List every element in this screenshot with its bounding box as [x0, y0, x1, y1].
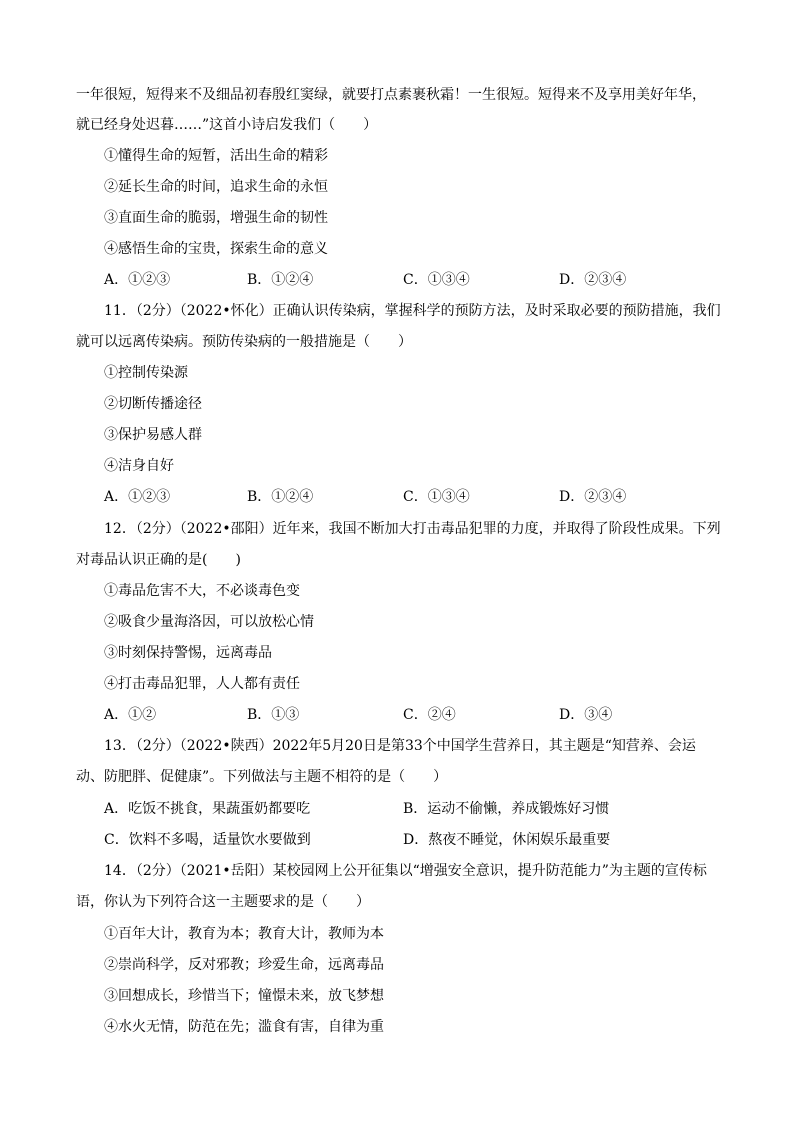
q11-item-2: ②切断传播途径	[104, 396, 202, 412]
q13-option-b[interactable]: B．运动不偷懒，养成锻炼好习惯	[403, 801, 610, 817]
q12-item-3: ③时刻保持警惕，远离毒品	[104, 645, 272, 661]
q12-item-4: ④打击毒品犯罪，人人都有责任	[104, 676, 300, 692]
q11-option-a[interactable]: A．①②③	[104, 489, 171, 505]
q10-item-2: ②延长生命的时间，追求生命的永恒	[104, 179, 328, 195]
q14-item-4: ④水火无情，防范在先；滥食有害，自律为重	[104, 1019, 384, 1035]
q13-option-a[interactable]: A．吃饭不挑食，果蔬蛋奶都要吃	[104, 801, 311, 817]
q12-item-2: ②吸食少量海洛因，可以放松心情	[104, 614, 314, 630]
q11-option-d[interactable]: D．②③④	[559, 489, 627, 505]
q10-item-3: ③直面生命的脆弱，增强生命的韧性	[104, 210, 328, 226]
q10-item-1: ①懂得生命的短暂，活出生命的精彩	[104, 148, 328, 164]
q13-option-d[interactable]: D．熬夜不睡觉，休闲娱乐最重要	[403, 832, 611, 848]
q13-stem-line2: 动、防肥胖、促健康”。下列做法与主题不相符的是（ ）	[76, 769, 448, 785]
q11-stem-line2: 就可以远离传染病。预防传染病的一般措施是（ ）	[76, 334, 412, 350]
q10-option-c[interactable]: C．①③④	[403, 272, 470, 288]
q12-stem-line1: 12．（2分）（2022•邵阳）近年来，我国不断加大打击毒品犯罪的力度，并取得了阶段性成果。下列	[104, 521, 721, 537]
q12-item-1: ①毒品危害不大，不必谈毒色变	[104, 583, 300, 599]
q12-option-b[interactable]: B．①③	[247, 707, 300, 723]
q12-option-c[interactable]: C．②④	[403, 707, 456, 723]
q11-stem-line1: 11．（2分）（2022•怀化）正确认识传染病，掌握科学的预防方法，及时采取必要的预防措施，我们	[104, 303, 721, 319]
q12-option-a[interactable]: A．①②	[104, 707, 157, 723]
q13-option-c[interactable]: C．饮料不多喝，适量饮水要做到	[104, 832, 311, 848]
q11-item-1: ①控制传染源	[104, 365, 188, 381]
q12-option-d[interactable]: D．③④	[559, 707, 613, 723]
q14-item-3: ③回想成长，珍惜当下；憧憬未来，放飞梦想	[104, 988, 384, 1004]
q11-item-3: ③保护易感人群	[104, 427, 202, 443]
q10-item-4: ④感悟生命的宝贵，探索生命的意义	[104, 241, 328, 257]
q14-item-2: ②崇尚科学，反对邪教；珍爱生命，远离毒品	[104, 957, 384, 973]
q11-option-c[interactable]: C．①③④	[403, 489, 470, 505]
q10-option-a[interactable]: A．①②③	[104, 272, 171, 288]
q10-option-b[interactable]: B．①②④	[247, 272, 314, 288]
q13-stem-line1: 13．（2分）（2022•陕西）2022年5月20日是第33个中国学生营养日，其主题是“知营养、会运	[104, 738, 696, 754]
q12-stem-line2: 对毒品认识正确的是( )	[76, 552, 241, 568]
q11-item-4: ④洁身自好	[104, 458, 174, 474]
q14-stem-line1: 14．（2分）（2021•岳阳）某校园网上公开征集以“增强安全意识，提升防范能力”为主题的宣传标	[104, 863, 707, 879]
q10-stem-line1: 一年很短，短得来不及细品初春殷红窦绿，就要打点素裹秋霜！一生很短。短得来不及享用美好年华，	[76, 87, 706, 103]
q10-option-d[interactable]: D．②③④	[559, 272, 627, 288]
q11-option-b[interactable]: B．①②④	[247, 489, 314, 505]
q14-item-1: ①百年大计，教育为本；教育大计，教师为本	[104, 926, 384, 942]
q14-stem-line2: 语，你认为下列符合这一主题要求的是（ ）	[76, 894, 370, 910]
q10-stem-line2: 就已经身处迟暮……”这首小诗启发我们（ ）	[76, 117, 378, 133]
